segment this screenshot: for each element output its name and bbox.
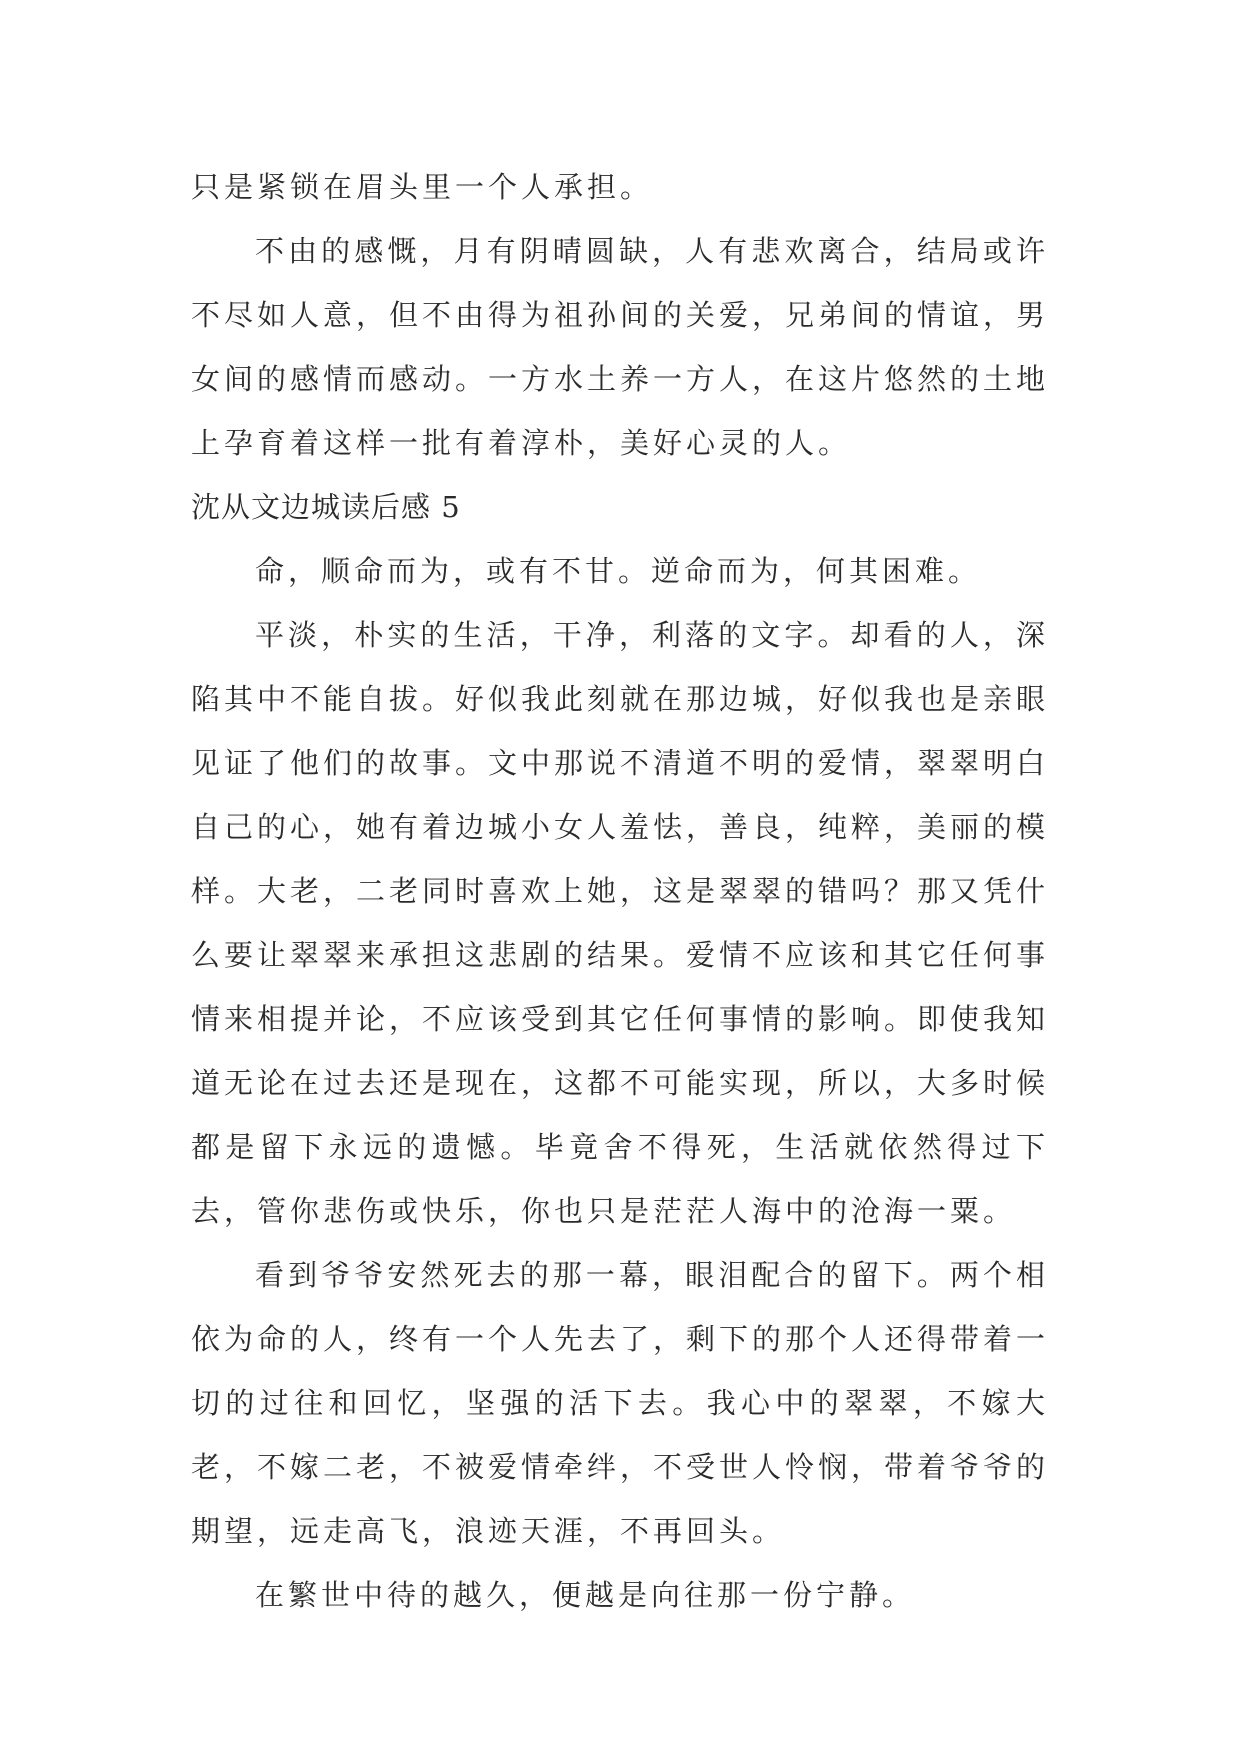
paragraph-continued: 只是紧锁在眉头里一个人承担。 [191, 170, 654, 204]
document-body [191, 155, 1049, 1627]
paragraph-reflection: 不由的感慨，月有阴晴圆缺，人有悲欢离合，结局或许不尽如人意，但不由得为祖孙间的关爱，兄弟间的情谊，男女间的感情而感动。一方水土养一方人，在这片悠然的土地上孕育着这样一批有着淳朴，美好心灵的人。 [191, 234, 1050, 460]
paragraph-grandfather: 看到爷爷安然死去的那一幕，眼泪配合的留下。两个相依为命的人，终有一个人先去了，剩下的那个人还得带着一切的过往和回忆，坚强的活下去。我心中的翠翠，不嫁大老，不嫁二老，不被爱情牵绊，不受世人怜悯，带着爷爷的期望，远走高飞，浪迹天涯，不再回头。 [191, 1258, 1050, 1548]
paragraph-fate: 命，顺命而为，或有不甘。逆命而为，何其困难。 [255, 554, 982, 588]
paragraph-simple-life: 平淡，朴实的生活，干净，利落的文字。却看的人，深陷其中不能自拔。好似我此刻就在那边城，好似我也是亲眼见证了他们的故事。文中那说不清道不明的爱情，翠翠明白自己的心，她有着边城小女人羞怯，善良，纯粹，美丽的模样。大老，二老同时喜欢上她，这是翠翠的错吗？那又凭什么要让翠翠来承担这悲剧的结果。爱情不应该和其它任何事情来相提并论，不应该受到其它任何事情的影响。即使我知道无论在过去还是现在，这都不可能实现，所以，大多时候都是留下永远的遗憾。毕竟舍不得死，生活就依然得过下去，管你悲伤或快乐，你也只是茫茫人海中的沧海一粟。 [191, 618, 1050, 1228]
section-heading: 沈从文边城读后感 5 [191, 490, 461, 524]
paragraph-tranquility: 在繁世中待的越久，便越是向往那一份宁静。 [255, 1578, 916, 1612]
